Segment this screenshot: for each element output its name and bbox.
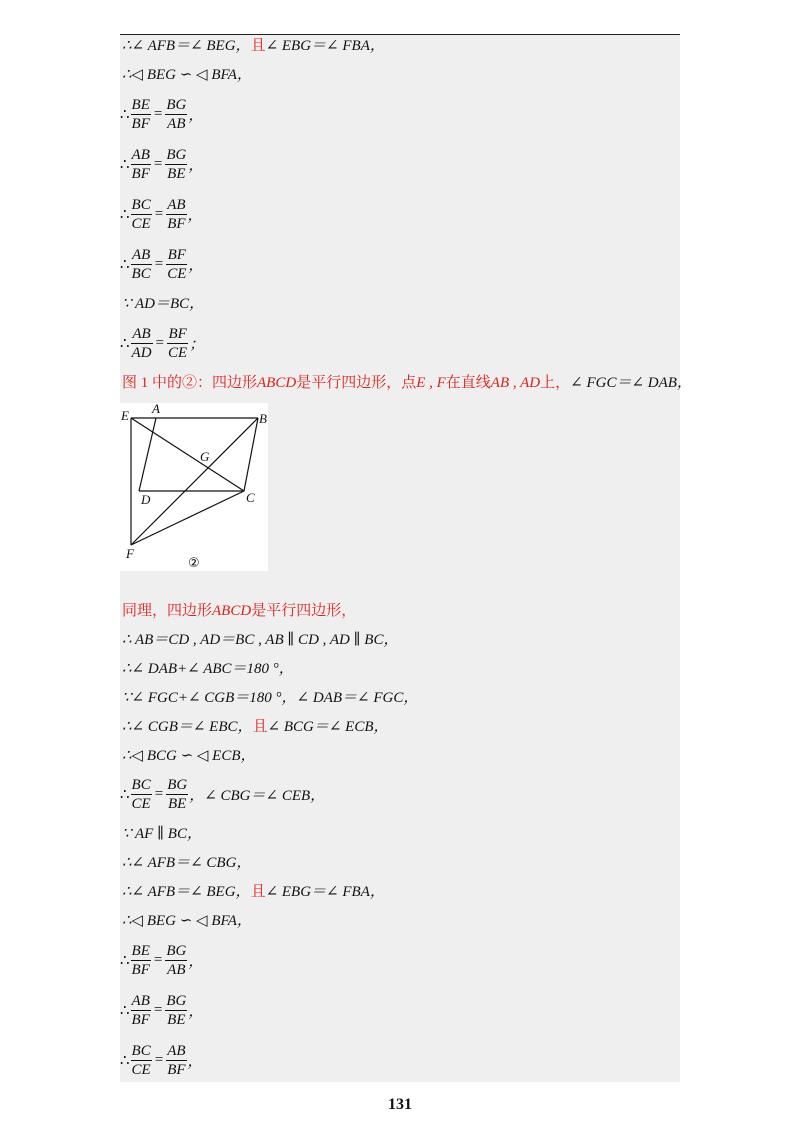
numerator: AB (167, 1043, 186, 1059)
proof-line: ∴∠ DAB+∠ ABC＝180 °， (122, 661, 294, 677)
equals-sign: = (153, 156, 163, 172)
therefore-symbol: ∴ (120, 207, 130, 223)
denominator: BF (131, 166, 150, 182)
numerator: AB (131, 993, 150, 1009)
problem-red-text: 图 1 中的②：四边形 (122, 375, 258, 391)
numerator: BG (167, 777, 188, 793)
therefore-symbol: ∴ (120, 157, 130, 173)
equals-sign: = (154, 786, 164, 802)
punctuation: ， (187, 1054, 203, 1070)
punctuation: ， (188, 954, 204, 970)
punctuation: ， (188, 1004, 204, 1020)
problem-line (122, 374, 692, 392)
fraction-line (120, 776, 325, 813)
fraction (166, 1042, 186, 1079)
numerator: BC (131, 197, 151, 213)
fraction (131, 992, 151, 1029)
numerator: AB (131, 147, 150, 163)
numerator: BC (131, 777, 151, 793)
denominator: AD (131, 345, 152, 361)
fraction (166, 196, 186, 233)
proof-red-text: 是平行四边形， (251, 603, 357, 619)
proof-text: ∴∠ CGB＝∠ EBC， (122, 719, 253, 735)
denominator: BC (131, 266, 151, 282)
proof-line: ∴◁ BEG ∽ ◁ BFA， (122, 67, 252, 83)
numerator: AB (131, 247, 151, 263)
fraction (131, 776, 152, 813)
denominator: BF (131, 116, 150, 132)
denominator: CE (168, 345, 188, 361)
denominator: AB (167, 962, 186, 978)
therefore-symbol: ∴ (120, 107, 130, 123)
equals-sign: = (153, 1002, 163, 1018)
fraction (165, 146, 187, 183)
proof-line (122, 37, 385, 55)
equals-sign: = (153, 952, 163, 968)
label-D: D (141, 492, 151, 507)
fraction (131, 146, 151, 183)
fraction-line (120, 992, 203, 1029)
denominator: BF (167, 1062, 186, 1078)
page-number: 131 (388, 1096, 412, 1113)
punctuation: ， (188, 108, 204, 124)
numerator: BG (166, 147, 187, 163)
denominator: CE (131, 796, 151, 812)
proof-red-text: 且 (250, 38, 266, 54)
proof-line (122, 718, 389, 736)
therefore-symbol: ∴ (120, 1053, 130, 1069)
proof-line (122, 602, 356, 620)
denominator: BE (168, 796, 187, 812)
numerator: BG (166, 97, 187, 113)
fraction (131, 246, 152, 283)
numerator: BE (131, 97, 150, 113)
proof-line (122, 883, 385, 901)
proof-line: ∴◁ BEG ∽ ◁ BFA， (122, 913, 252, 929)
problem-red-text: 在直线 (445, 375, 491, 391)
proof-red-text: 且 (252, 719, 268, 735)
geometry-figure (120, 403, 268, 571)
label-A: A (152, 403, 160, 416)
proof-red-text: 同理，四边形 (122, 603, 213, 619)
label-F: F (126, 546, 134, 561)
proof-line: ∴ AB＝CD , AD＝BC , AB ∥ CD , AD ∥ BC， (122, 632, 399, 648)
numerator: BG (166, 993, 187, 1009)
equals-sign: = (153, 106, 163, 122)
numerator: BC (131, 1043, 151, 1059)
label-B: B (259, 411, 267, 426)
fraction (131, 325, 153, 362)
proof-text: ∴∠ AFB＝∠ BEG， (122, 884, 251, 900)
numerator: BG (166, 943, 187, 959)
punctuation: ； (189, 337, 205, 353)
equals-sign: = (155, 335, 165, 351)
fraction (165, 942, 187, 979)
equals-sign: = (154, 1052, 164, 1068)
fraction (166, 776, 188, 813)
fraction-line (120, 96, 203, 133)
denominator: CE (167, 266, 187, 282)
fraction-line (120, 246, 203, 283)
therefore-symbol: ∴ (120, 953, 130, 969)
figure-caption: ② (188, 556, 200, 571)
label-G: G (200, 449, 210, 464)
proof-text: ∠ EBG＝∠ FBA， (265, 38, 385, 54)
denominator: AB (167, 116, 186, 132)
denominator: BF (167, 216, 186, 232)
numerator: BE (131, 943, 150, 959)
therefore-symbol: ∴ (120, 1003, 130, 1019)
proof-line: ∴∠ AFB＝∠ CBG， (122, 855, 252, 871)
proof-line: ∵∠ FGC+∠ CGB＝180 °，∠ DAB＝∠ FGC， (122, 690, 419, 706)
denominator: CE (131, 216, 151, 232)
numerator: AB (167, 197, 186, 213)
numerator: AB (132, 326, 151, 342)
problem-red-text: 是平行四边形，点 (296, 375, 417, 391)
proof-red-text: 且 (250, 884, 266, 900)
denominator: BE (167, 1012, 186, 1028)
proof-text: ，∠ CBG＝∠ CEB， (189, 788, 326, 804)
proof-text: ∴∠ AFB＝∠ BEG， (122, 38, 251, 54)
fraction (165, 96, 187, 133)
therefore-symbol: ∴ (120, 336, 130, 352)
denominator: BE (167, 166, 186, 182)
label-C: C (246, 490, 255, 505)
segment-BC (244, 418, 258, 491)
proof-red-text: ABCD (212, 603, 252, 619)
proof-line: ∴◁ BCG ∽ ◁ ECB， (122, 748, 256, 764)
denominator: BF (131, 962, 150, 978)
fraction-line (120, 942, 203, 979)
fraction (131, 96, 151, 133)
proof-line: ∵ AF ∥ BC， (122, 826, 202, 842)
fraction (166, 246, 187, 283)
fraction-line (120, 196, 203, 233)
proof-line: ∵ AD＝BC， (122, 296, 205, 312)
numerator: BF (168, 326, 187, 342)
fraction (131, 196, 152, 233)
fraction-line (120, 325, 204, 362)
fraction-line (120, 146, 203, 183)
problem-red-text: E , F (416, 375, 446, 391)
fraction (131, 1042, 152, 1079)
equals-sign: = (154, 256, 164, 272)
problem-red-text: ABCD (257, 375, 297, 391)
top-rule (120, 34, 680, 35)
parallelogram-diagram (120, 403, 268, 571)
denominator: BF (131, 1012, 150, 1028)
punctuation: ， (187, 208, 203, 224)
equals-sign: = (154, 206, 164, 222)
fraction (167, 325, 188, 362)
proof-text: ∠ BCG＝∠ ECB， (267, 719, 389, 735)
label-E: E (121, 408, 129, 423)
proof-text: ∠ EBG＝∠ FBA， (265, 884, 385, 900)
denominator: CE (131, 1062, 151, 1078)
punctuation: ， (188, 158, 204, 174)
fraction (131, 942, 151, 979)
problem-red-text: 上， (540, 375, 571, 391)
therefore-symbol: ∴ (120, 257, 130, 273)
therefore-symbol: ∴ (120, 787, 130, 803)
punctuation: ， (188, 258, 204, 274)
fraction (165, 992, 187, 1029)
fraction-line (120, 1042, 203, 1079)
numerator: BF (167, 247, 186, 263)
segment-BF (131, 418, 258, 545)
problem-red-text: AB , AD (490, 375, 541, 391)
problem-text: ∠ FGC＝∠ DAB， (570, 375, 692, 391)
